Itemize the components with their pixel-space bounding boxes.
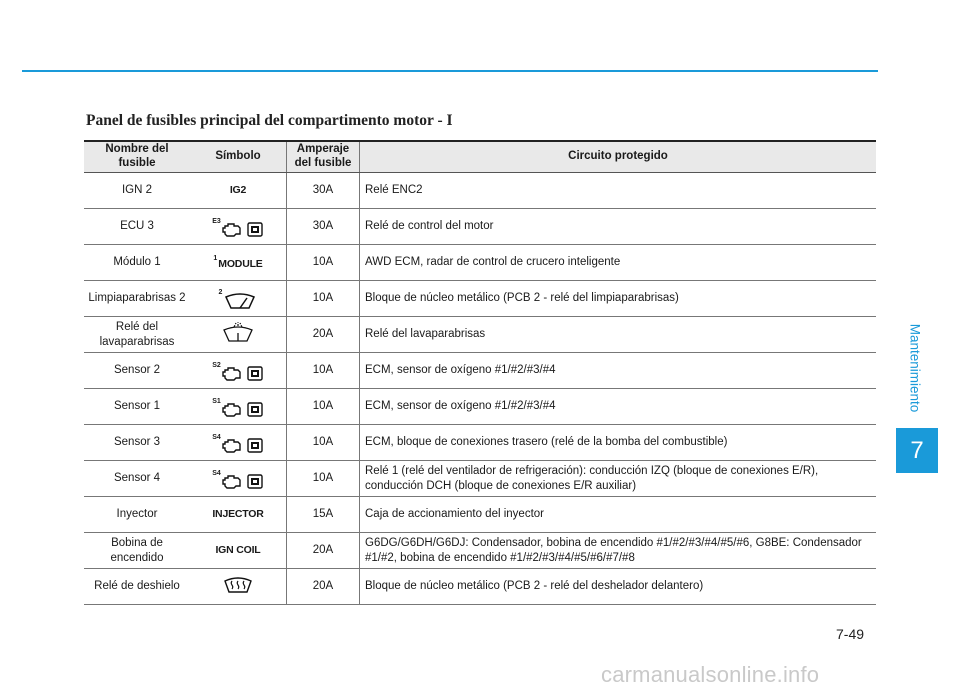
fuse-name-cell: Módulo 1 [84, 245, 190, 281]
fuse-symbol-cell [190, 209, 287, 245]
amperage-cell: 20A [287, 533, 360, 569]
fuse-symbol-cell [190, 425, 287, 461]
table-row [84, 533, 876, 569]
symbol-label [215, 544, 260, 557]
amperage-cell: 10A [287, 425, 360, 461]
engine-ecu-icon [212, 362, 264, 381]
amperage-cell: 30A [287, 209, 360, 245]
symbol-text: INJECTOR [212, 508, 264, 521]
symbol-superscript: 2 [218, 289, 223, 296]
table-row [84, 353, 876, 389]
engine-ecu-icon [212, 470, 264, 489]
circuit-cell: Relé 1 (relé del ventilador de refrigeración): conducción IZQ (bloque de conexiones E/R), conducción DCH (bloque de conexiones E/R auxiliar) [360, 461, 877, 497]
circuit-cell: Relé de control del motor [360, 209, 877, 245]
amperage-cell: 10A [287, 245, 360, 281]
circuit-cell: Bloque de núcleo metálico (PCB 2 - relé del limpiaparabrisas) [360, 281, 877, 317]
circuit-cell: AWD ECM, radar de control de crucero inteligente [360, 245, 877, 281]
table-row [84, 245, 876, 281]
table-row [84, 497, 876, 533]
fuse-symbol-cell [190, 497, 287, 533]
chapter-tab [896, 318, 934, 418]
fuse-name-cell: Limpiaparabrisas 2 [84, 281, 190, 317]
table-header-row [84, 141, 876, 173]
amperage-cell: 10A [287, 353, 360, 389]
fuse-name-cell: Sensor 3 [84, 425, 190, 461]
fuse-symbol-cell [190, 317, 287, 353]
fuse-name-cell: Inyector [84, 497, 190, 533]
chapter-tab-label: Mantenimiento [907, 323, 923, 413]
symbol-superscript: S4 [212, 434, 221, 441]
fuse-name-cell: ECU 3 [84, 209, 190, 245]
chapter-number-box: 7 [896, 428, 938, 473]
header-amperage: Amperaje del fusible [287, 141, 360, 173]
circuit-cell: ECM, sensor de oxígeno #1/#2/#3/#4 [360, 389, 877, 425]
amperage-cell: 10A [287, 461, 360, 497]
fuse-name-cell: Sensor 1 [84, 389, 190, 425]
fuse-name-cell: Relé de deshielo [84, 569, 190, 605]
watermark: carmanualsonline.info [601, 662, 820, 687]
fuse-name-cell: Bobina de encendido [84, 533, 190, 569]
wiper-icon [218, 289, 258, 310]
fuse-name-cell: IGN 2 [84, 173, 190, 209]
header-circuit: Circuito protegido [360, 141, 877, 173]
table-row [84, 389, 876, 425]
fuse-table [84, 140, 876, 605]
fuse-name-cell: Sensor 4 [84, 461, 190, 497]
circuit-cell: ECM, bloque de conexiones trasero (relé de la bomba del combustible) [360, 425, 877, 461]
fuse-table-body [84, 173, 876, 605]
engine-ecu-icon [212, 398, 264, 417]
amperage-cell: 20A [287, 569, 360, 605]
symbol-text: IGN COIL [215, 544, 261, 557]
symbol-superscript: S2 [212, 362, 221, 369]
amperage-cell: 15A [287, 497, 360, 533]
fuse-symbol-cell [190, 245, 287, 281]
amperage-cell: 10A [287, 389, 360, 425]
amperage-cell: 30A [287, 173, 360, 209]
table-row [84, 461, 876, 497]
symbol-text: IG2 [229, 184, 247, 197]
symbol-label [230, 184, 246, 197]
symbol-label [212, 508, 263, 521]
fuse-name-cell: Sensor 2 [84, 353, 190, 389]
symbol-superscript: 1 [213, 255, 218, 263]
top-divider [22, 70, 878, 72]
circuit-cell: Relé del lavaparabrisas [360, 317, 877, 353]
fuse-symbol-cell [190, 533, 287, 569]
amperage-cell: 20A [287, 317, 360, 353]
defroster-icon [223, 575, 253, 593]
page-number: 7-49 [836, 626, 865, 642]
circuit-cell: Caja de accionamiento del inyector [360, 497, 877, 533]
table-row [84, 209, 876, 245]
symbol-superscript: S4 [212, 470, 221, 477]
symbol-label [213, 255, 263, 271]
fuse-symbol-cell [190, 353, 287, 389]
symbol-superscript: S1 [212, 398, 221, 405]
circuit-cell: ECM, sensor de oxígeno #1/#2/#3/#4 [360, 353, 877, 389]
table-row [84, 425, 876, 461]
section-title: Panel de fusibles principal del compartimento motor - I [86, 112, 453, 129]
engine-ecu-icon [212, 434, 264, 453]
symbol-text: MODULE [218, 258, 263, 271]
fuse-name-cell: Relé del lavaparabrisas [84, 317, 190, 353]
header-fuse-name: Nombre del fusible [84, 141, 190, 173]
table-row [84, 281, 876, 317]
fuse-symbol-cell [190, 389, 287, 425]
table-row [84, 173, 876, 209]
engine-ecu-icon [212, 218, 264, 237]
washer-icon [221, 321, 255, 343]
table-row [84, 569, 876, 605]
circuit-cell: Relé ENC2 [360, 173, 877, 209]
fuse-symbol-cell [190, 173, 287, 209]
fuse-symbol-cell [190, 569, 287, 605]
symbol-superscript: E3 [212, 218, 221, 225]
header-symbol: Símbolo [190, 141, 287, 173]
fuse-symbol-cell [190, 281, 287, 317]
fuse-symbol-cell [190, 461, 287, 497]
table-row [84, 317, 876, 353]
circuit-cell: Bloque de núcleo metálico (PCB 2 - relé del deshelador delantero) [360, 569, 877, 605]
circuit-cell: G6DG/G6DH/G6DJ: Condensador, bobina de encendido #1/#2/#3/#4/#5/#6, G8BE: Condensador #1/#2, bobina de encendido #1/#2/#3/#4/#5/#6/#7/#8 [360, 533, 877, 569]
amperage-cell: 10A [287, 281, 360, 317]
